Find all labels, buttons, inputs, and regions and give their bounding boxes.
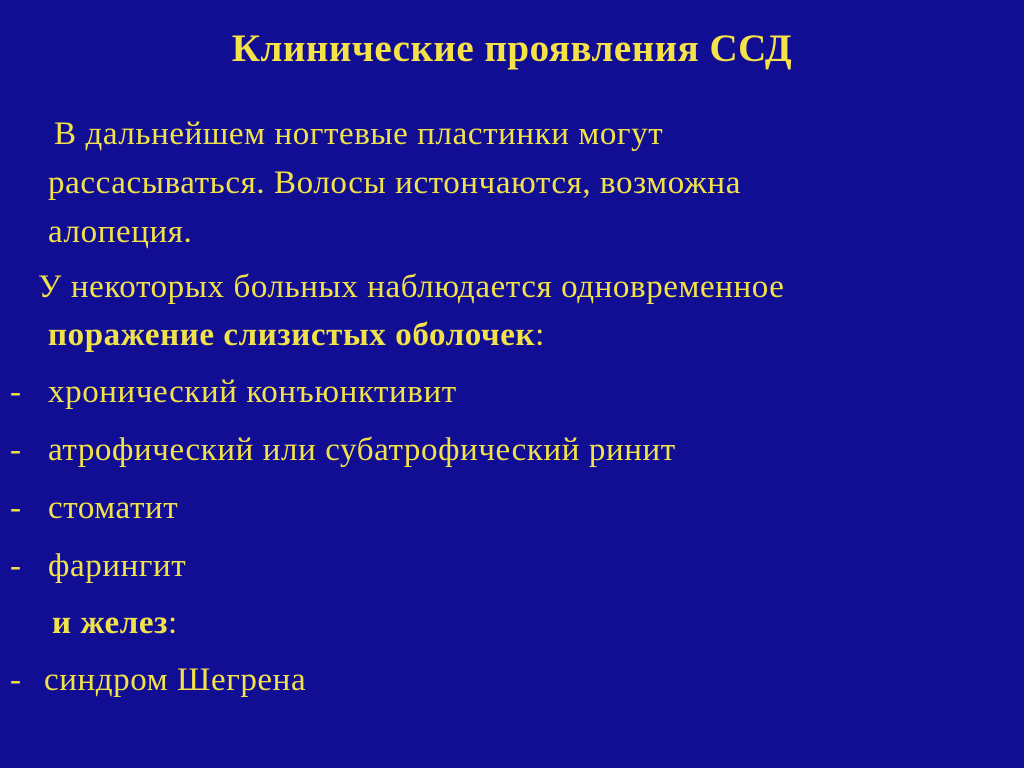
glands-line	[52, 603, 178, 643]
list-bullet: -	[10, 548, 21, 584]
paragraph-2-line-1: У некоторых больных наблюдается одновременное	[38, 269, 785, 305]
paragraph-1-line-2: рассасываться. Волосы истончаются, возможна	[48, 165, 741, 201]
slide-title: Клинические проявления ССД	[231, 27, 793, 70]
list-item-rhinitis: атрофический или субатрофический ринит	[48, 432, 676, 468]
paragraph-1-line-1: В дальнейшем ногтевые пластинки могут	[54, 116, 664, 152]
list-bullet: -	[10, 662, 21, 698]
list-bullet: -	[10, 490, 21, 526]
glands-heading: и желез	[52, 605, 169, 641]
paragraph-1-line-3: алопеция.	[48, 214, 193, 250]
glands-colon: :	[168, 605, 178, 641]
list-item-conjunctivitis: хронический конъюнктивит	[48, 374, 457, 410]
list-item-stomatitis: стоматит	[48, 490, 179, 526]
mucosa-colon: :	[535, 317, 545, 353]
list-item-pharyngitis: фарингит	[48, 548, 187, 584]
mucosa-heading: поражение слизистых оболочек	[48, 317, 536, 353]
list-item-sjogren: синдром Шегрена	[44, 662, 307, 698]
list-bullet: -	[10, 432, 21, 468]
list-bullet: -	[10, 374, 21, 410]
paragraph-2-line-2	[48, 315, 545, 355]
